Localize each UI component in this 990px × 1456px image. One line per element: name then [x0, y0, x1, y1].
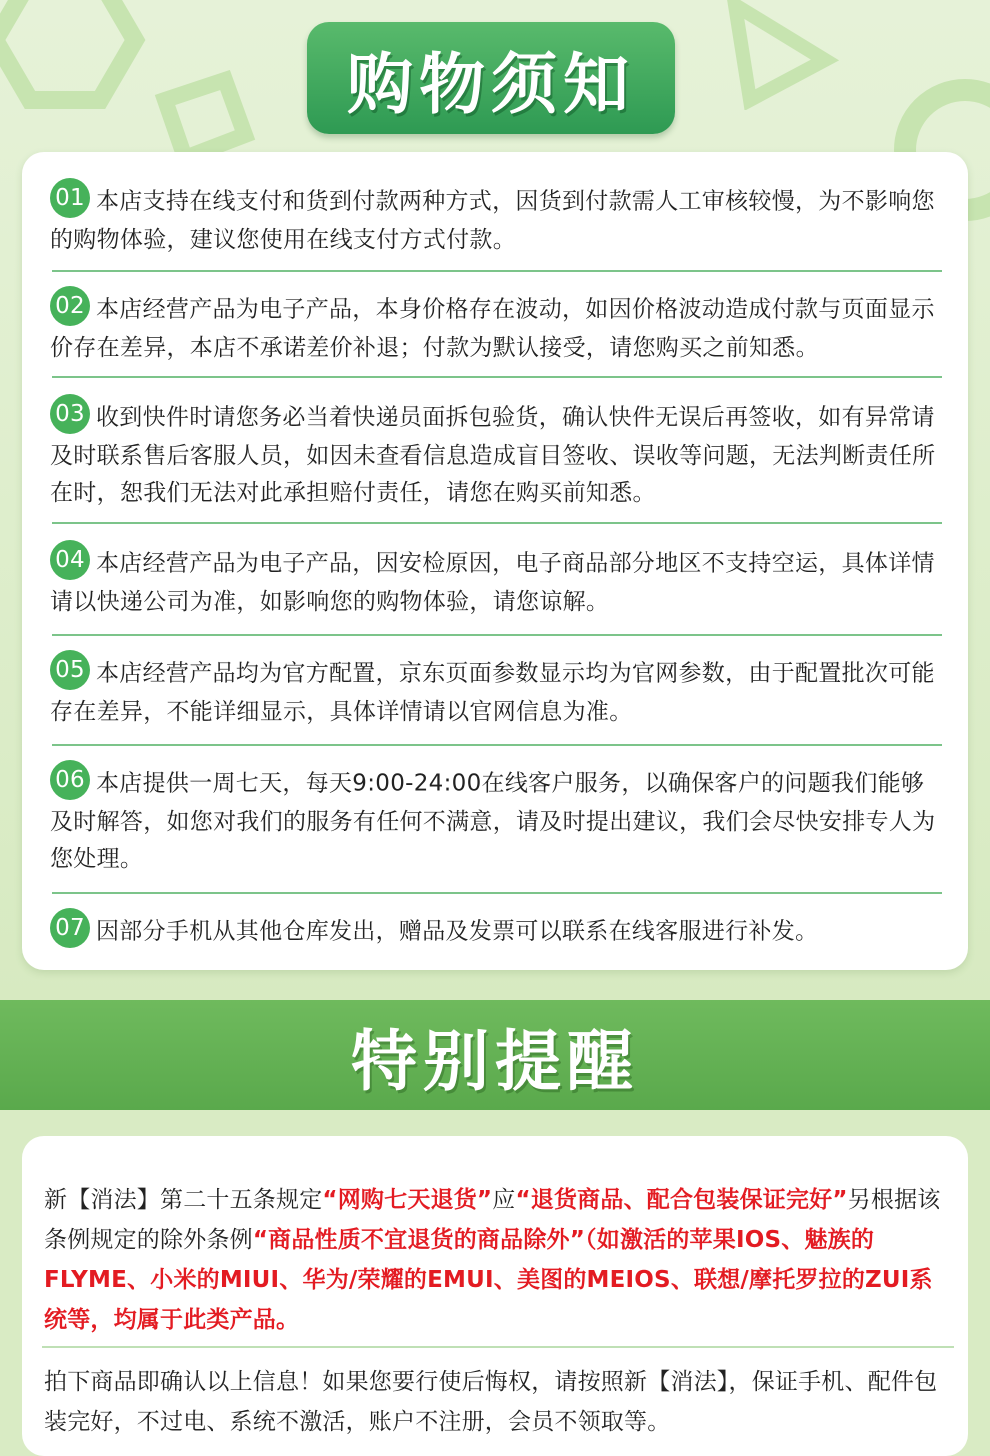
triangle-decoration — [720, 0, 840, 110]
divider — [52, 634, 942, 636]
notice-text: 本店经营产品为电子产品，本身价格存在波动，如因价格波动造成付款与页面显示价存在差异，本店不承诺差价补退；付款为默认接受，请您购买之前知悉。 — [50, 296, 935, 361]
notice-text: 收到快件时请您务必当着快递员面拆包验货，确认快件无误后再签收，如有异常请及时联系售后客服人员，如因未查看信息造成盲目签收、误收等问题，无法判断责任所在时，恕我们无法对此承担赔付责任，请您在购买前知悉。 — [50, 404, 936, 506]
divider — [42, 1346, 954, 1348]
special-reminder-banner — [0, 1000, 990, 1110]
notice-text: 本店提供一周七天，每天9:00-24:00在线客户服务，以确保客户的问题我们能够及时解答，如您对我们的服务有任何不满意，请及时提出建议，我们会尽快安排专人为您处理。 — [50, 770, 936, 872]
divider — [52, 744, 942, 746]
item-number-badge: 07 — [50, 908, 90, 948]
reminder-card — [22, 1136, 968, 1456]
notice-item — [50, 654, 942, 731]
item-number-badge: 01 — [50, 178, 90, 218]
divider — [52, 522, 942, 524]
divider — [52, 270, 942, 272]
notice-item — [50, 290, 942, 367]
item-number-badge: 06 — [50, 760, 90, 800]
item-number-badge: 02 — [50, 286, 90, 326]
notice-text: 本店经营产品均为官方配置，京东页面参数显示均为官网参数，由于配置批次可能存在差异，不能详细显示，具体详情请以官网信息为准。 — [50, 660, 935, 725]
item-number-badge: 04 — [50, 540, 90, 580]
notice-item — [50, 544, 942, 621]
divider — [52, 376, 942, 378]
reminder-paragraph — [44, 1180, 954, 1340]
law-text: 另根据该条例规定的除外条例 — [44, 1187, 941, 1253]
notice-card — [22, 152, 968, 970]
notice-text: 本店支持在线支付和货到付款两种方式，因货到付款需人工审核较慢，为不影响您的购物体验，建议您使用在线支付方式付款。 — [50, 188, 935, 253]
notice-item — [50, 182, 942, 259]
law-text: 应 — [492, 1187, 516, 1213]
notice-item — [50, 398, 942, 512]
notice-text: 本店经营产品为电子产品，因安检原因，电子商品部分地区不支持空运，具体详情请以快递公司为准，如影响您的购物体验，请您谅解。 — [50, 550, 935, 615]
highlight-activated-systems: （如激活的苹果IOS、魅族的FLYME、小米的MIUI、华为/荣耀的EMUI、美图的MEIOS、联想/摩托罗拉的ZUI系统等，均属于此类产品。 — [44, 1227, 933, 1333]
special-reminder-title: 特别提醒 — [351, 1022, 639, 1100]
divider — [52, 892, 942, 894]
highlight-seven-day-return: “网购七天退货” — [322, 1187, 493, 1213]
law-text: 新【消法】第二十五条规定 — [44, 1187, 323, 1213]
highlight-package-intact: “退货商品、配合包装保证完好” — [515, 1187, 848, 1213]
highlight-exception: “商品性质不宜退货的商品除外” — [252, 1227, 586, 1253]
item-number-badge: 03 — [50, 394, 90, 434]
item-number-badge: 05 — [50, 650, 90, 690]
shopping-notice-title: 购物须知 — [307, 22, 675, 134]
notice-text: 因部分手机从其他仓库发出，赠品及发票可以联系在线客服进行补发。 — [96, 918, 819, 945]
confirmation-paragraph: 拍下商品即确认以上信息！如果您要行使后悔权，请按照新【消法】，保证手机、配件包装完好，不过电、系统不激活，账户不注册，会员不领取等。 — [44, 1369, 938, 1435]
notice-item — [50, 764, 942, 878]
notice-item — [50, 912, 942, 952]
